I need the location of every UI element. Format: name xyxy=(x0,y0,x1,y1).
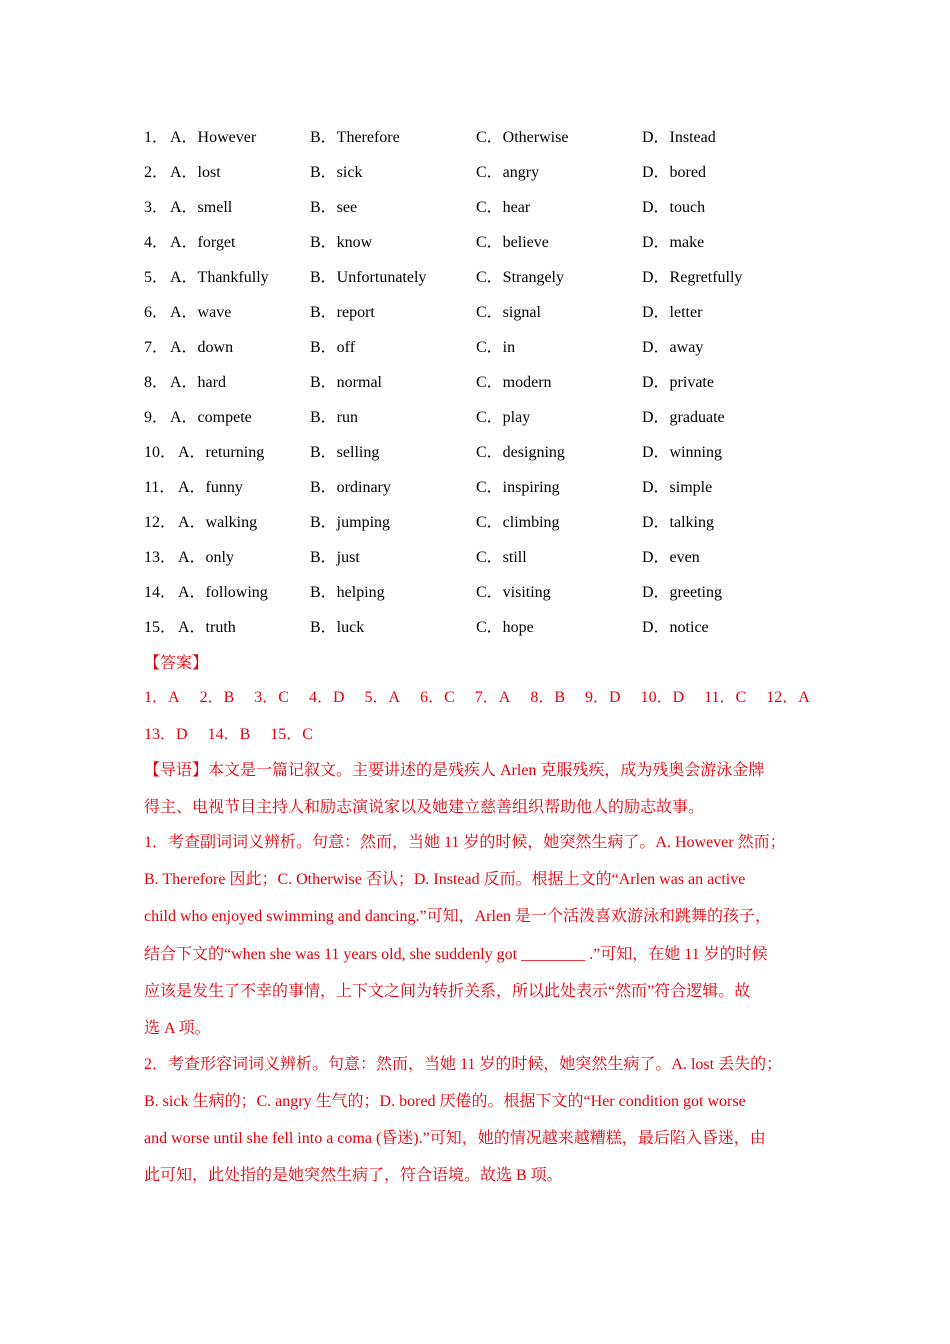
option-b: B．luck xyxy=(310,619,365,636)
option-c: C．angry xyxy=(476,164,540,181)
answer-item: 12．A xyxy=(766,689,810,706)
option-d: D．winning xyxy=(642,444,723,461)
explanation-q2-line: B. sick 生病的；C. angry 生气的；D. bored 厌倦的。根据下文的“Her condition got worse xyxy=(144,1093,746,1110)
answer-item: 9．D xyxy=(585,689,621,706)
option-a: A．following xyxy=(178,584,268,601)
question-number: 15． xyxy=(144,619,177,636)
answer-item: 3．C xyxy=(254,689,289,706)
answer-item: 14．B xyxy=(207,726,251,743)
option-d: D．bored xyxy=(642,164,706,181)
option-d: D．notice xyxy=(642,619,709,636)
explanation-q1-line: 结合下文的“when she was 11 years old, she suddenly got ________ .”可知，在她 11 岁的时候 xyxy=(144,946,768,963)
option-a: A．wave xyxy=(170,304,232,321)
option-c: C．Otherwise xyxy=(476,129,569,146)
answer-item: 4．D xyxy=(308,689,345,706)
answer-item: 5．A xyxy=(364,689,401,706)
question-number: 8． xyxy=(144,374,169,391)
option-b: B．sick xyxy=(310,164,363,181)
option-d: D．simple xyxy=(642,479,713,496)
option-b: B．see xyxy=(310,199,358,216)
answer-item: 7．A xyxy=(474,689,511,706)
question-row xyxy=(0,260,950,295)
option-b: B．just xyxy=(310,549,360,566)
question-number: 9． xyxy=(144,409,169,426)
option-a: A．hard xyxy=(170,374,226,391)
option-b: B．ordinary xyxy=(310,479,391,496)
question-number: 11． xyxy=(144,479,176,496)
option-c: C．visiting xyxy=(476,584,551,601)
option-d: D．make xyxy=(642,234,705,251)
option-a: A．returning xyxy=(178,444,265,461)
option-b: B．normal xyxy=(310,374,382,391)
option-b: B．Therefore xyxy=(310,129,400,146)
option-a: A．only xyxy=(178,549,235,566)
option-d: D．letter xyxy=(642,304,703,321)
option-c: C．designing xyxy=(476,444,565,461)
answer-item: 10．D xyxy=(640,689,685,706)
option-b: B．selling xyxy=(310,444,380,461)
question-row xyxy=(0,295,950,330)
question-number: 10． xyxy=(144,444,177,461)
intro-line: 【导语】本文是一篇记叙文。主要讲述的是残疾人 Arlen 克服残疾，成为残奥会游泳金牌 xyxy=(144,762,765,779)
question-row xyxy=(0,400,950,435)
answer-item: 8．B xyxy=(530,689,565,706)
question-number: 13． xyxy=(144,549,177,566)
explanation-q1-line: 选 A 项。 xyxy=(144,1020,211,1037)
option-b: B．run xyxy=(310,409,359,426)
question-row xyxy=(0,190,950,225)
question-number: 6． xyxy=(144,304,169,321)
option-a: A．down xyxy=(170,339,234,356)
answer-item: 15．C xyxy=(270,726,313,743)
option-d: D．talking xyxy=(642,514,714,531)
option-a: A．compete xyxy=(170,409,252,426)
question-row xyxy=(0,470,950,505)
question-row xyxy=(0,155,950,190)
explanation-q2-line: 2．考查形容词词义辨析。句意：然而，当她 11 岁的时候，她突然生病了。A. lost 丢失的； xyxy=(144,1056,783,1073)
option-a: A．smell xyxy=(170,199,233,216)
question-number: 4． xyxy=(144,234,169,251)
option-a: A．funny xyxy=(178,479,243,496)
explanation-q1-line: 应该是发生了不幸的事情，上下文之间为转折关系，所以此处表示“然而”符合逻辑。故 xyxy=(144,983,751,1000)
option-d: D．away xyxy=(642,339,704,356)
answer-item: 13．D xyxy=(144,726,188,743)
option-c: C．signal xyxy=(476,304,541,321)
intro-line: 得主、电视节目主持人和励志演说家以及她建立慈善组织帮助他人的励志故事。 xyxy=(144,799,705,816)
explanation-q1-line: 1．考查副词词义辨析。句意：然而，当她 11 岁的时候，她突然生病了。A. However 然而； xyxy=(144,834,786,851)
option-a: A．lost xyxy=(170,164,221,181)
option-c: C．hope xyxy=(476,619,534,636)
answer-line-2 xyxy=(144,723,333,747)
explanation-q1-line: child who enjoyed swimming and dancing.”可知，Arlen 是一个活泼喜欢游泳和跳舞的孩子， xyxy=(144,908,772,925)
answer-item: 6．C xyxy=(420,689,455,706)
option-b: B．helping xyxy=(310,584,385,601)
option-d: D．Regretfully xyxy=(642,269,743,286)
option-b: B．know xyxy=(310,234,373,251)
option-a: A．forget xyxy=(170,234,236,251)
option-c: C．play xyxy=(476,409,531,426)
option-d: D．private xyxy=(642,374,714,391)
option-c: C．Strangely xyxy=(476,269,564,286)
answer-item: 11．C xyxy=(704,689,747,706)
option-c: C．hear xyxy=(476,199,531,216)
option-a: A．Thankfully xyxy=(170,269,269,286)
option-d: D．even xyxy=(642,549,700,566)
option-c: C．believe xyxy=(476,234,549,251)
option-d: D．touch xyxy=(642,199,706,216)
question-number: 12． xyxy=(144,514,177,531)
answer-line-1 xyxy=(144,686,830,710)
option-b: B．jumping xyxy=(310,514,391,531)
option-b: B．Unfortunately xyxy=(310,269,427,286)
option-a: A．walking xyxy=(178,514,258,531)
option-a: A．However xyxy=(170,129,257,146)
question-number: 7． xyxy=(144,339,169,356)
explanation-q2-line: and worse until she fell into a coma (昏迷).”可知，她的情况越来越糟糕，最后陷入昏迷，由 xyxy=(144,1130,766,1147)
question-row xyxy=(0,505,950,540)
option-c: C．still xyxy=(476,549,527,566)
question-row xyxy=(0,575,950,610)
question-number: 5． xyxy=(144,269,169,286)
answer-heading: 【答案】 xyxy=(144,655,209,672)
option-d: D．Instead xyxy=(642,129,716,146)
option-b: B．off xyxy=(310,339,356,356)
answer-item: 1．A xyxy=(144,689,180,706)
option-c: C．inspiring xyxy=(476,479,560,496)
question-row xyxy=(0,540,950,575)
question-row xyxy=(0,365,950,400)
option-c: C．in xyxy=(476,339,516,356)
answer-item: 2．B xyxy=(199,689,235,706)
explanation-q1-line: B. Therefore 因此；C. Otherwise 否认；D. Instead 反而。根据上文的“Arlen was an active xyxy=(144,871,746,888)
question-number: 14． xyxy=(144,584,177,601)
question-number: 1． xyxy=(144,129,169,146)
question-number: 2． xyxy=(144,164,169,181)
question-row xyxy=(0,225,950,260)
option-d: D．greeting xyxy=(642,584,722,601)
explanation-q2-line: 此可知，此处指的是她突然生病了，符合语境。故选 B 项。 xyxy=(144,1167,563,1184)
question-row xyxy=(0,435,950,470)
option-c: C．climbing xyxy=(476,514,560,531)
question-number: 3． xyxy=(144,199,169,216)
option-a: A．truth xyxy=(178,619,236,636)
option-c: C．modern xyxy=(476,374,552,391)
question-row xyxy=(0,610,950,645)
question-row xyxy=(0,330,950,365)
question-row xyxy=(0,120,950,155)
option-d: D．graduate xyxy=(642,409,725,426)
option-b: B．report xyxy=(310,304,375,321)
